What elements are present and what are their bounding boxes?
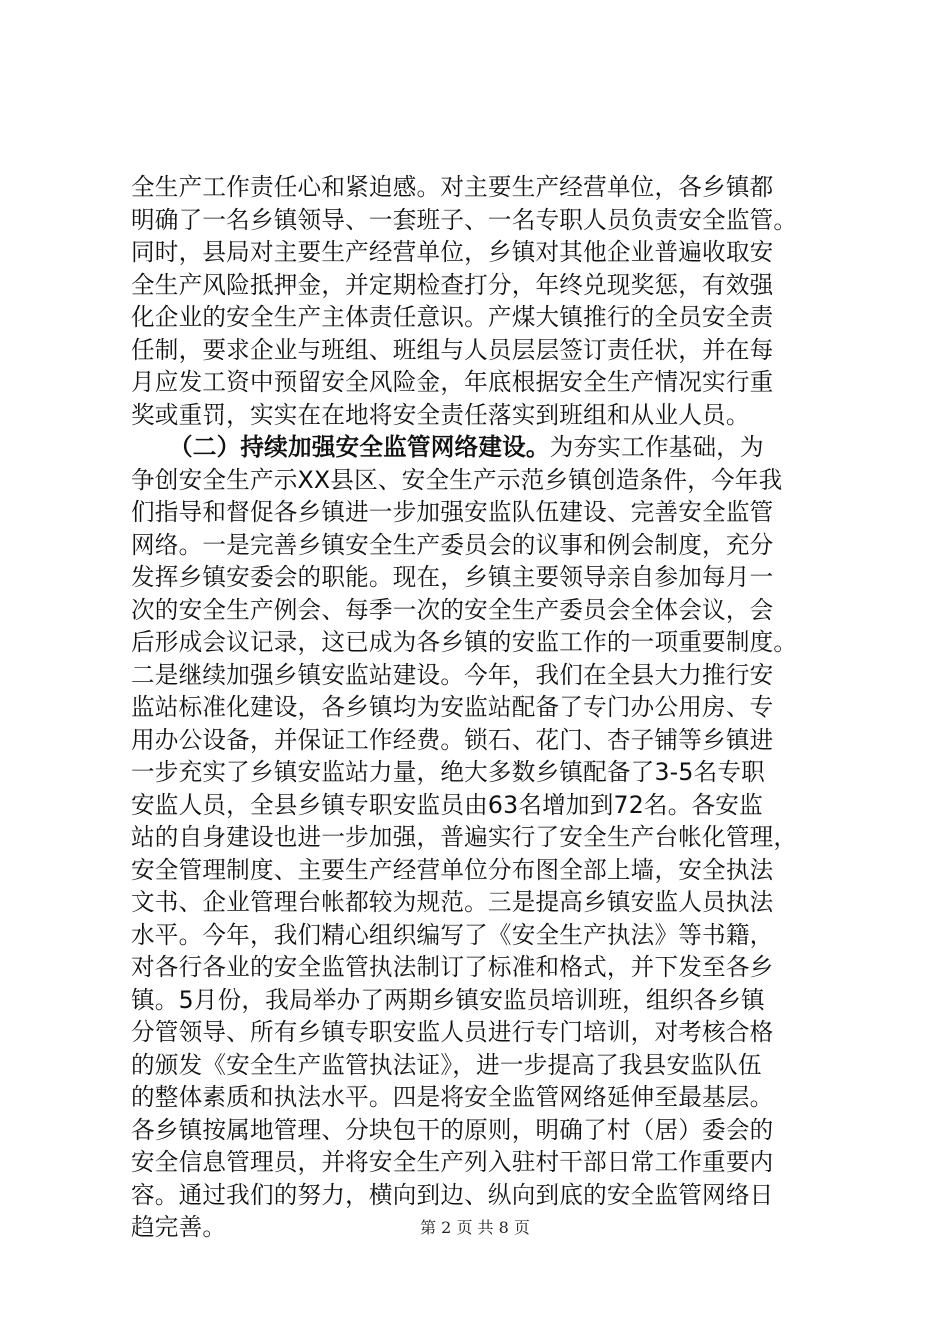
body-line: 容。通过我们的努力，横向到边、纵向到底的安全监管网络日 [131,1180,774,1209]
section-first-line [131,431,831,464]
body-line: 月应发工资中预留安全风险金，年底根据安全生产情况实行重 [131,368,774,396]
body-line: 网络。一是完善乡镇安全生产委员会的议事和例会制度，充分 [131,530,774,559]
body-line: 用办公设备，并保证工作经费。锁石、花门、杏子铺等乡镇进 [131,725,774,754]
body-line: 监站标准化建设，各乡镇均为安监站配备了专门办公用房、专 [131,693,774,721]
body-line: 明确了一名乡镇领导、一套班子、一名专职人员负责安全监管。 [131,205,798,234]
body-line: 安全信息管理员，并将安全生产列入驻村干部日常工作重要内 [131,1148,774,1176]
page-number-footer: 第 2 页 共 8 页 [420,1218,530,1237]
body-line: 争创安全生产示XX县区、安全生产示范乡镇创造条件，今年我 [131,465,783,494]
body-line: 安监人员，全县乡镇专职安监员由63名增加到72名。各安监 [131,790,763,819]
body-line: 发挥乡镇安委会的职能。现在，乡镇主要领导亲自参加每月一 [131,563,774,591]
body-line: 各乡镇按属地管理、分块包干的原则，明确了村（居）委会的 [131,1115,774,1144]
body-line: 化企业的安全生产主体责任意识。产煤大镇推行的全员安全责 [131,303,774,331]
body-line: 的整体素质和执法水平。四是将安全监管网络延伸至最基层。 [131,1083,774,1111]
body-line: 镇。5月份，我局举办了两期乡镇安监员培训班，组织各乡镇 [131,985,765,1014]
body-line: 二是继续加强乡镇安监站建设。今年，我们在全县大力推行安 [131,660,774,689]
body-line: 全生产风险抵押金，并定期检查打分，年终兑现奖惩，有效强 [131,270,774,299]
body-line: 对各行各业的安全监管执法制订了标准和格式，并下发至各乡 [131,953,774,981]
body-line: 文书、企业管理台帐都较为规范。三是提高乡镇安监人员执法 [131,888,774,916]
body-line: 们指导和督促各乡镇进一步加强安监队伍建设、完善安全监管 [131,498,774,526]
body-line: 的颁发《安全生产监管执法证》，进一步提高了我县安监队伍 [131,1050,762,1079]
body-line: 趋完善。 [131,1213,227,1241]
body-line: 全生产工作责任心和紧迫感。对主要生产经营单位，各乡镇都 [131,173,774,201]
body-line: 站的自身建设也进一步加强，普遍实行了安全生产台帐化管理， [131,823,798,851]
section-heading: （二）持续加强安全监管网络建设。 [169,433,550,461]
body-line: 水平。今年，我们精心组织编写了《安全生产执法》等书籍， [131,920,774,949]
body-line: 一步充实了乡镇安监站力量，绝大多数乡镇配备了3-5名专职 [131,758,765,786]
body-line: 任制，要求企业与班组、班组与人员层层签订责任状，并在每 [131,335,774,364]
body-line: 奖或重罚，实实在在地将安全责任落实到班组和从业人员。 [131,400,750,429]
section-first-line-text: 为夯实工作基础，为 [549,433,764,461]
body-line: 分管领导、所有乡镇专职安监人员进行专门培训，对考核合格 [131,1018,774,1046]
body-line: 后形成会议记录，这已成为各乡镇的安监工作的一项重要制度。 [131,628,798,656]
body-line: 安全管理制度、主要生产经营单位分布图全部上墙，安全执法 [131,855,774,884]
body-line: 次的安全生产例会、每季一次的安全生产委员会全体会议，会 [131,595,774,624]
body-line: 同时，县局对主要生产经营单位，乡镇对其他企业普遍收取安 [131,238,774,266]
document-body [131,171,831,1244]
